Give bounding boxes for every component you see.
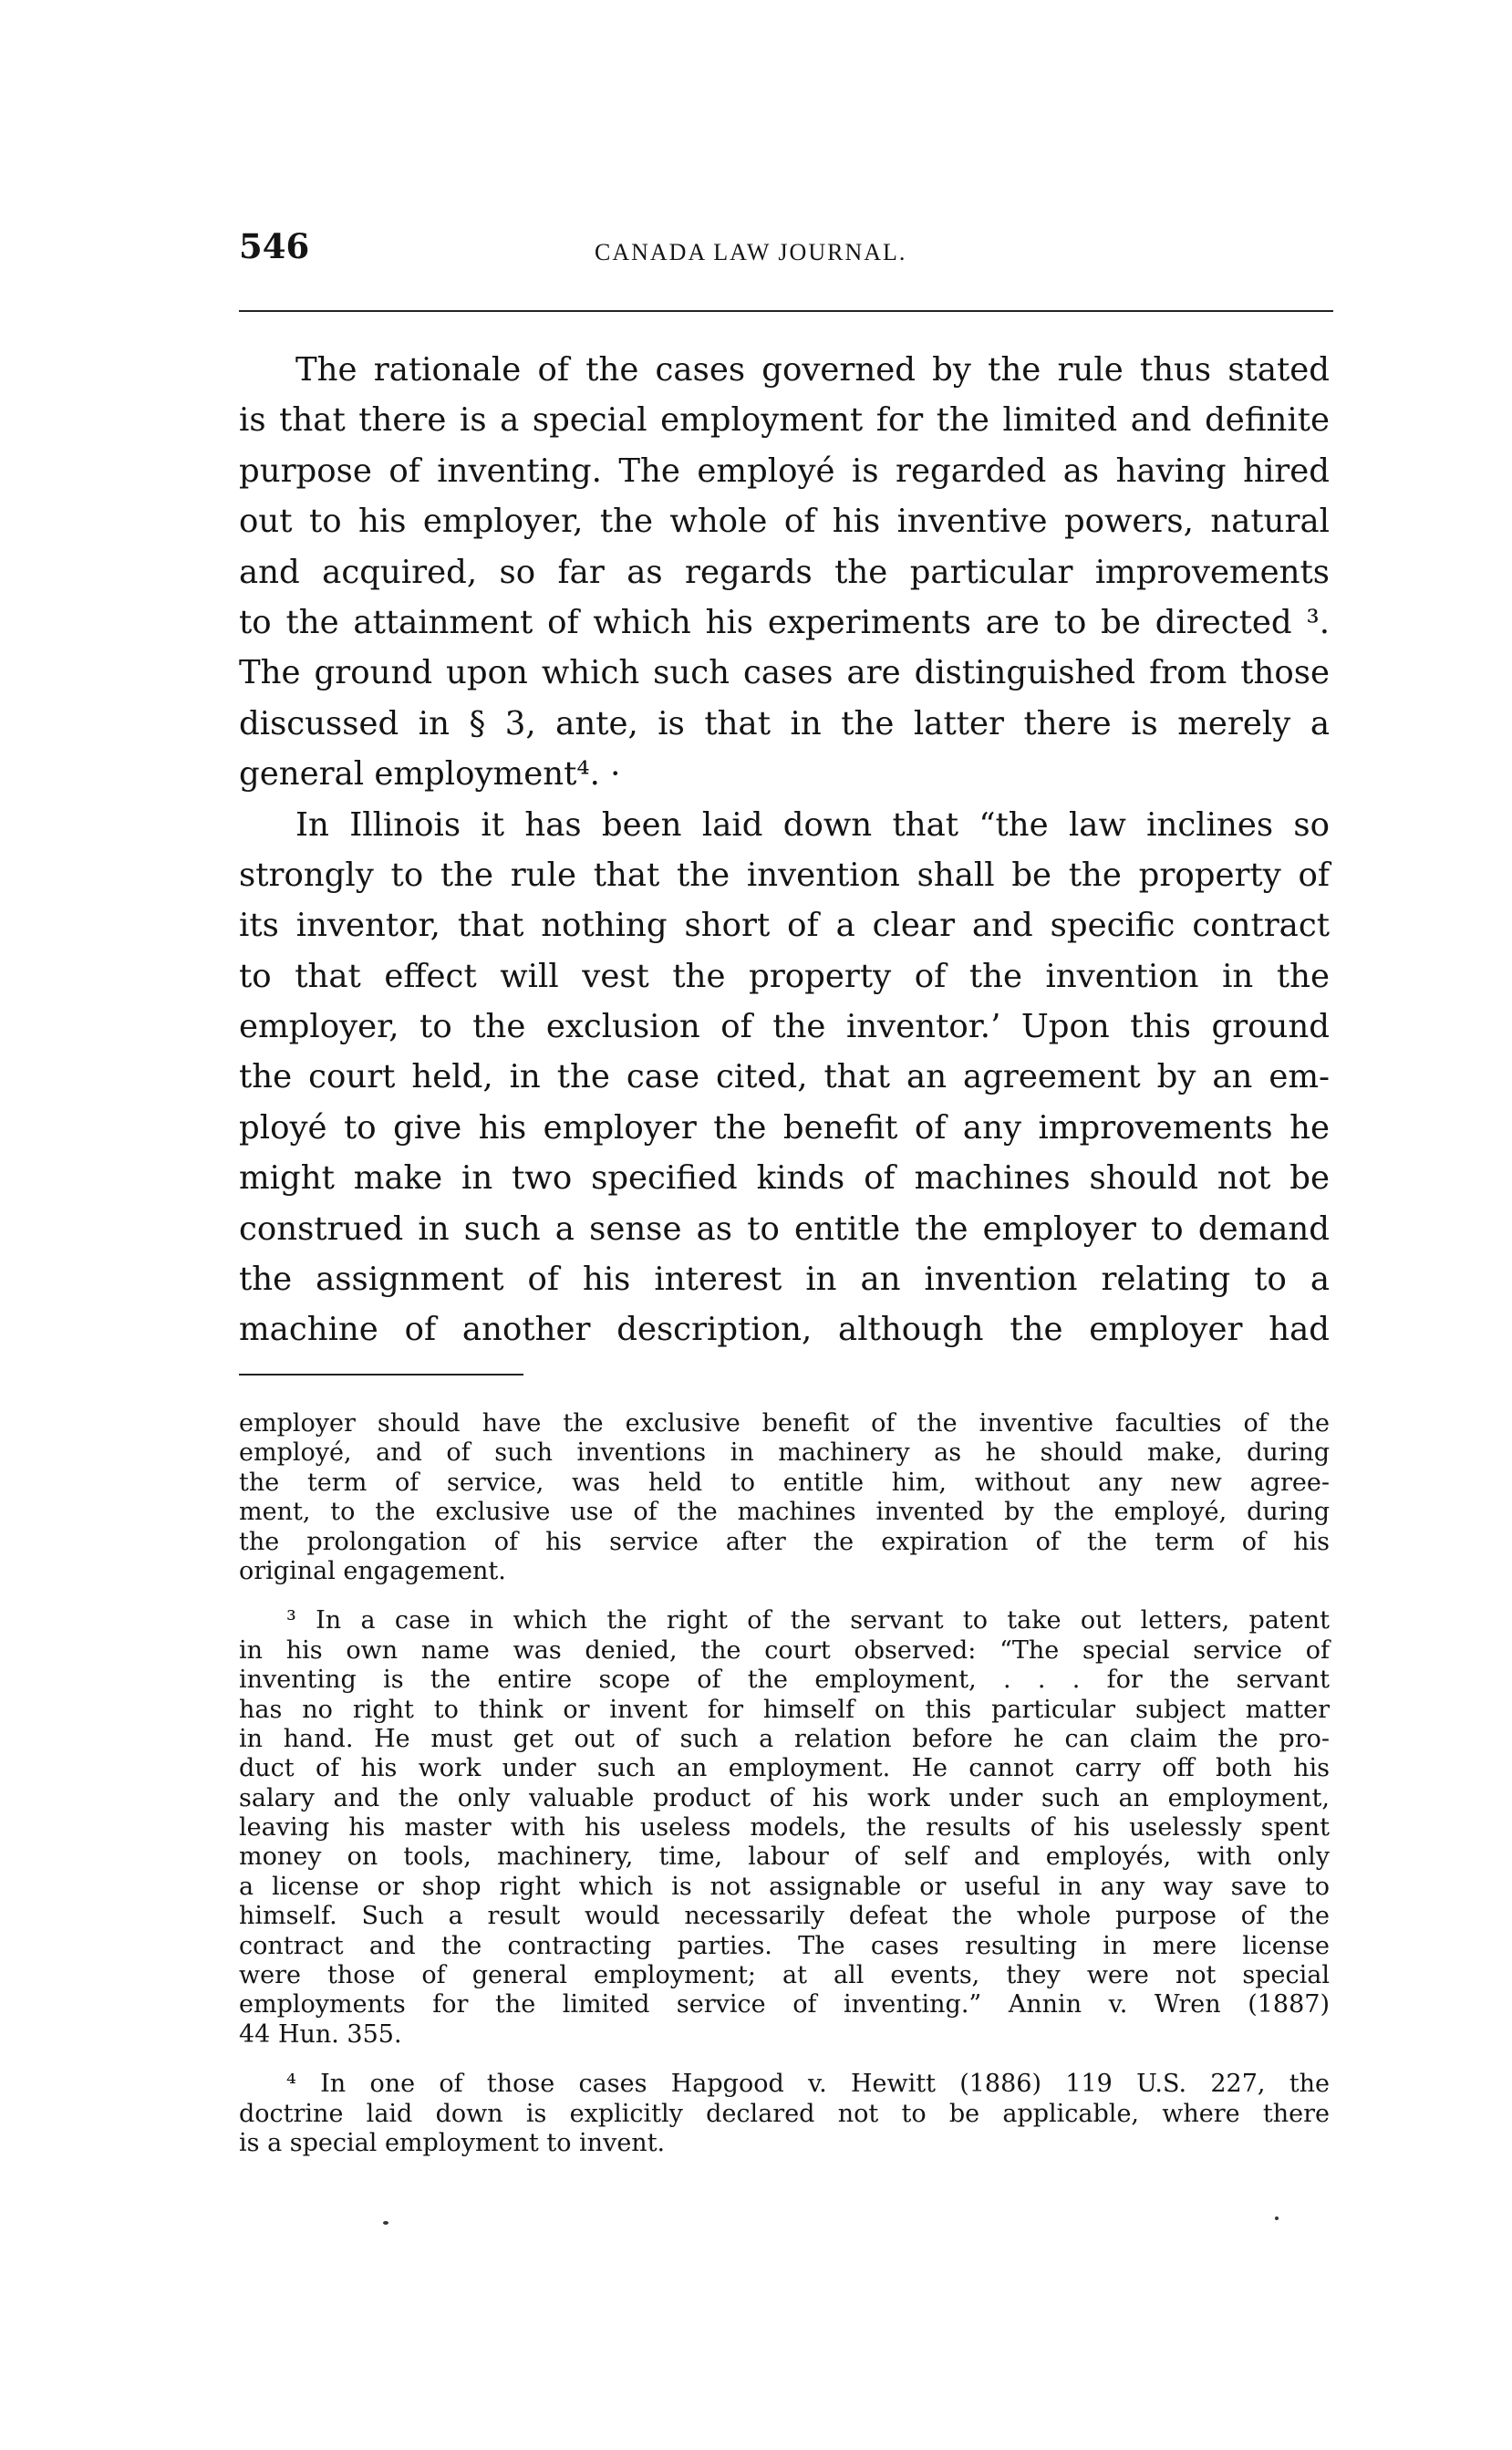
header-rule [239, 310, 1333, 312]
body-line: strongly to the rule that the invention shall be the property of [239, 856, 1330, 894]
body-line: out to his employer, the whole of his inventive powers, natural [239, 503, 1330, 541]
footnote-line: the term of service, was held to entitle him, without any new agree- [239, 1468, 1330, 1497]
footnote-3-line: leaving his master with his useless models, the results of his uselessly spent [239, 1813, 1330, 1843]
footnote-line: original engagement. [239, 1556, 506, 1585]
main-text [239, 345, 1330, 1355]
footnotes [239, 1409, 1330, 2158]
footnote-3-line: himself. Such a result would necessarily defeat the whole purpose of the [239, 1902, 1330, 1931]
footnote-3-line: has no right to think or invent for himself on this particular subject matter [239, 1695, 1330, 1724]
running-title: CANADA LAW JOURNAL. [595, 239, 907, 265]
footnote-4-line: doctrine laid down is explicitly declared not to be applicable, where there [239, 2099, 1330, 2128]
body-line: machine of another description, although the employer had [239, 1311, 1330, 1349]
body-line: and acquired, so far as regards the particular improvements [239, 553, 1330, 591]
body-line: purpose of inventing. The employé is regarded as having hired [239, 452, 1330, 490]
footnote-line: employer should have the exclusive benefit of the inventive faculties of the [239, 1409, 1330, 1438]
footnote-4-line: is a special employment to invent. [239, 2128, 666, 2157]
body-line: might make in two specified kinds of machines should not be [239, 1159, 1330, 1198]
footnote-rule [239, 1374, 523, 1376]
footnote-3-line: contract and the contracting parties. The cases resulting in mere license [239, 1931, 1330, 1960]
footnote-4-line: ⁴ In one of those cases Hapgood v. Hewitt (1886) 119 U.S. 227, the [286, 2070, 1330, 2099]
body-line: employer, to the exclusion of the inventor.’ Upon this ground [239, 1008, 1330, 1046]
footnote-3-line: money on tools, machinery, time, labour of self and employés, with only [239, 1843, 1330, 1872]
footnote-3-line: in hand. He must get out of such a relation before he can claim the pro- [239, 1724, 1330, 1753]
footnote-3-line: employments for the limited service of inventing.” Annin v. Wren (1887) [239, 1990, 1330, 2019]
body-line: ployé to give his employer the benefit of any improvements he [239, 1108, 1330, 1147]
body-line: the assignment of his interest in an invention relating to a [239, 1261, 1330, 1299]
footnote-3-line: ³ In a case in which the right of the servant to take out letters, patent [286, 1606, 1330, 1635]
page-number: 546 [239, 226, 310, 266]
footnote-3-line: inventing is the entire scope of the employment, . . . for the servant [239, 1666, 1330, 1695]
body-line: The ground upon which such cases are distinguished from those [239, 654, 1330, 692]
body-line: construed in such a sense as to entitle the employer to demand [239, 1209, 1330, 1248]
body-line: its inventor, that nothing short of a clear and specific contract [239, 907, 1330, 945]
body-line: is that there is a special employment for the limited and definite [239, 401, 1330, 440]
page-header [239, 226, 1333, 281]
ink-speck [383, 2221, 388, 2225]
body-line: to the attainment of which his experiments are to be directed ³. [239, 603, 1330, 641]
ink-speck [1275, 2216, 1279, 2220]
footnote-line: the prolongation of his service after the expiration of the term of his [239, 1527, 1330, 1556]
body-line: discussed in § 3, ante, is that in the latter there is merely a [239, 704, 1330, 742]
footnote-line: employé, and of such inventions in machinery as he should make, during [239, 1438, 1330, 1468]
body-line: The rationale of the cases governed by the rule thus stated [295, 351, 1330, 389]
footnote-3-line: a license or shop right which is not assignable or useful in any way save to [239, 1872, 1330, 1901]
footnote-line: ment, to the exclusive use of the machines invented by the employé, during [239, 1498, 1330, 1527]
footnote-3-line: salary and the only valuable product of his work under such an employment, [239, 1783, 1330, 1812]
body-line: general employment⁴. · [239, 755, 621, 794]
footnote-3-line: in his own name was denied, the court observed: “The special service of [239, 1635, 1330, 1665]
footnote-3-line: were those of general employment; at all events, they were not special [239, 1961, 1330, 1990]
body-line: In Illinois it has been laid down that “the law inclines so [295, 805, 1330, 844]
body-line: to that effect will vest the property of the invention in the [239, 957, 1330, 995]
footnote-3-line: duct of his work under such an employment. He cannot carry off both his [239, 1754, 1330, 1783]
footnote-3-line: 44 Hun. 355. [239, 2019, 402, 2049]
body-line: the court held, in the case cited, that an agreement by an em- [239, 1058, 1330, 1096]
